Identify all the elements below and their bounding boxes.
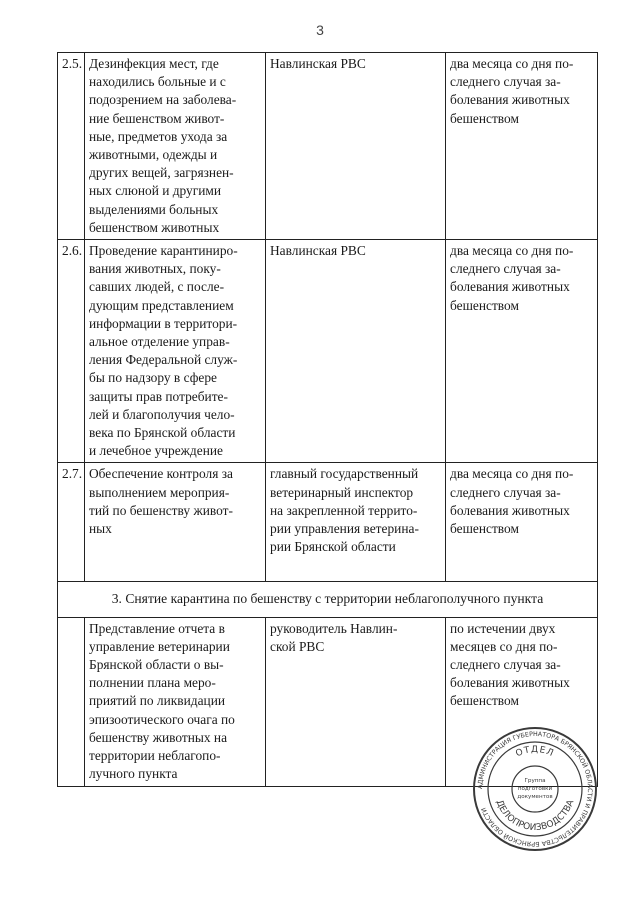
- stamp-top-text: ОТДЕЛ: [514, 744, 556, 760]
- stamp-bottom-text: ДЕЛОПРОИЗВОДСТВА: [493, 798, 577, 834]
- term-cell: два месяца со дня по- следнего случая за- болевания животных бешенством: [446, 53, 598, 240]
- responsible-cell: руководитель Навлин- ской РВС: [266, 617, 446, 786]
- row-number: [58, 617, 85, 786]
- page-number: 3: [316, 22, 324, 38]
- responsible-cell: Навлинская РВС: [266, 240, 446, 463]
- action-cell: Дезинфекция мест, где находились больные и с подозрением на заболева- ние бешенством живот- ные, предметов ухода за животными, одежды и других вещей, загрязнен- ных слюной и другими выделениями больных бешенством животных: [85, 53, 266, 240]
- section-title: 3. Снятие карантина по бешенству с территории неблагополучного пункта: [58, 582, 598, 617]
- stamp-ring-text: АДМИНИСТРАЦИЯ ГУБЕРНАТОРА БРЯНСКОЙ ОБЛАСТИ И ПРАВИТЕЛЬСТВА БРЯНСКОЙ ОБЛАСТИ: [476, 730, 594, 848]
- office-stamp: [472, 726, 598, 852]
- section-header-row: [58, 582, 598, 617]
- stamp-center-line: документов: [517, 794, 553, 800]
- term-cell: два месяца со дня по- следнего случая за- болевания животных бешенством: [446, 240, 598, 463]
- table-row: [58, 240, 598, 463]
- term-cell: два месяца со дня по- следнего случая за- болевания животных бешенством: [446, 463, 598, 582]
- table-row: [58, 53, 598, 240]
- action-cell: Представление отчета в управление ветеринарии Брянской области о вы- полнении плана меро- приятий по ликвидации эпизоотического очага по бешенству животных на территории неблагопо- лучного пункта: [85, 617, 266, 786]
- action-cell: Проведение карантиниро- вания животных, поку- савших людей, с после- дующим представлением информации в территори- альное отделение управ- ления Федеральной служ- бы по надзору в сфере защиты прав потребите- лей и благополучия чело- века по Брянской области и лечебное учреждение: [85, 240, 266, 463]
- term-cell: по истечении двух месяцев со дня по- следнего случая за- болевания животных бешенством: [446, 617, 598, 786]
- responsible-cell: главный государственный ветеринарный инспектор на закрепленной террито- рии управления ветерина- рии Брянской области: [266, 463, 446, 582]
- row-number: 2.5.: [58, 53, 85, 240]
- action-cell: Обеспечение контроля за выполнением мероприя- тий по бешенству живот- ных: [85, 463, 266, 582]
- measures-table: [57, 52, 598, 787]
- stamp-center-line: подготовки: [517, 786, 553, 792]
- row-number: 2.7.: [58, 463, 85, 582]
- responsible-cell: Навлинская РВС: [266, 53, 446, 240]
- row-number: 2.6.: [58, 240, 85, 463]
- stamp-center-line: Группа: [524, 778, 546, 784]
- table-row: [58, 463, 598, 582]
